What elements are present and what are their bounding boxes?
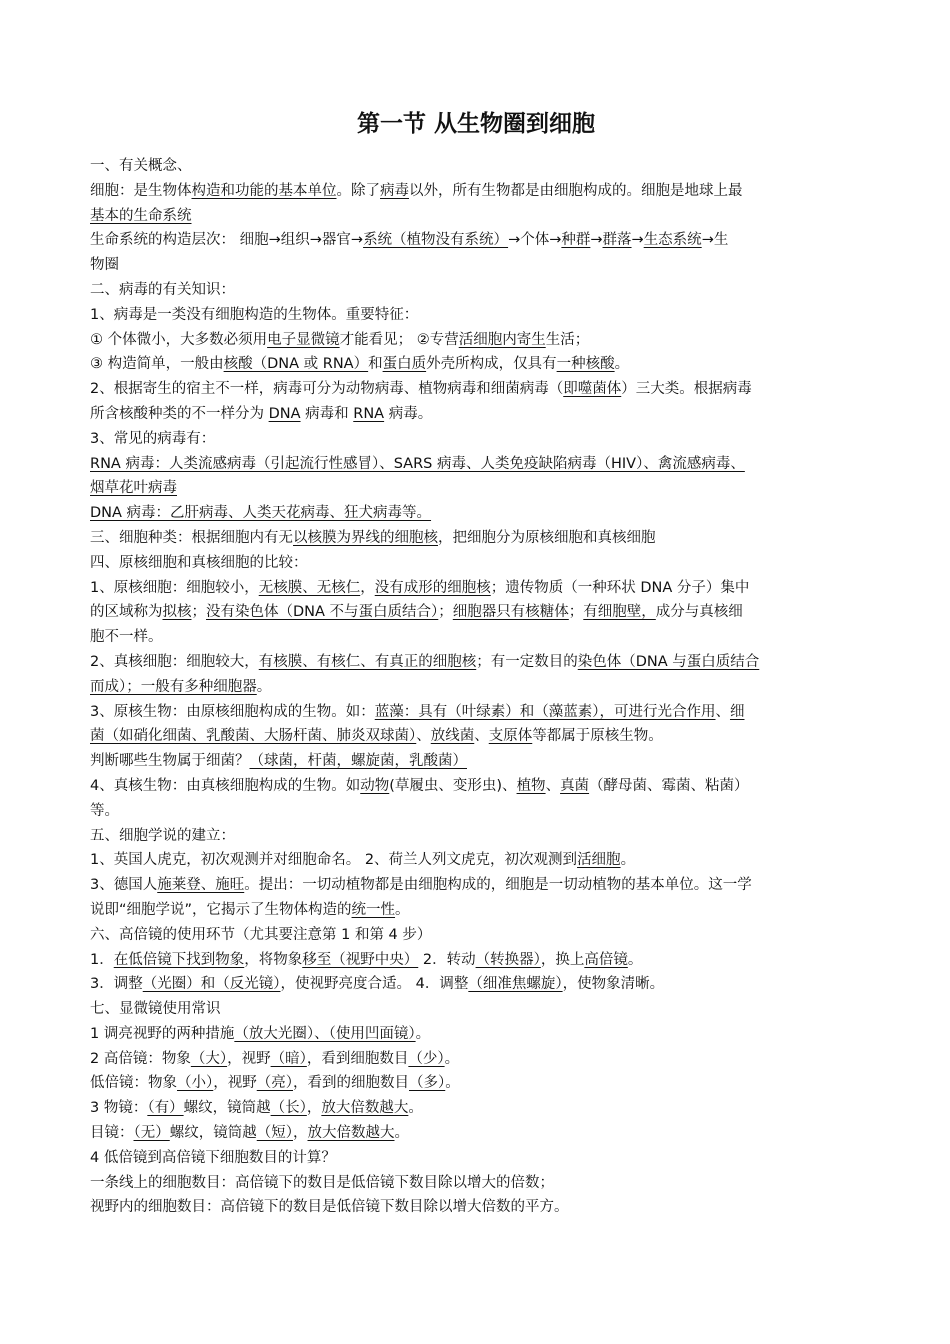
underlined-text: 烟草花叶病毒 bbox=[90, 480, 177, 497]
underlined-text: （亮） bbox=[256, 1075, 293, 1092]
text-run: 六、高倍镜的使用环节（尤其要注意第 1 和第 4 步） bbox=[90, 926, 432, 943]
text-run: 3、常见的病毒有： bbox=[90, 430, 216, 447]
text-run: 、 bbox=[715, 703, 730, 720]
text-run: ，看到细胞数目 bbox=[306, 1050, 409, 1067]
text-run: ，使视野亮度合适。 4．调整 bbox=[280, 976, 469, 993]
text-run: 1、原核细胞：细胞较小， bbox=[90, 579, 259, 596]
underlined-text: 放线菌 bbox=[430, 728, 475, 745]
text-run: 胞不一样。 bbox=[90, 629, 163, 646]
text-line bbox=[90, 749, 862, 774]
text-run: 外壳所构成，仅具有 bbox=[426, 356, 557, 373]
text-run: 。 bbox=[395, 901, 410, 918]
underlined-text: （球菌，杆菌，螺旋菌，乳酸菌） bbox=[249, 753, 467, 770]
text-run: 、 bbox=[545, 777, 561, 794]
text-run: ； bbox=[568, 604, 584, 621]
underlined-text: 没有成形的细胞核 bbox=[374, 579, 491, 596]
underlined-text: 构造和功能的基本单位 bbox=[191, 182, 337, 199]
text-run: 3、原核生物：由原核细胞构成的生物。如： bbox=[90, 703, 375, 720]
underlined-text: 施莱登、施旺 bbox=[157, 877, 245, 894]
underlined-text: 病毒 bbox=[380, 182, 409, 199]
text-run: 螺纹，镜筒越 bbox=[183, 1100, 271, 1117]
text-line bbox=[90, 278, 862, 303]
underlined-text: （短） bbox=[256, 1125, 293, 1142]
text-line bbox=[90, 898, 862, 923]
text-line bbox=[90, 551, 862, 576]
underlined-text: DNA 病毒：乙肝病毒、人类天花病毒、狂犬病毒等。 bbox=[90, 505, 432, 522]
text-line bbox=[90, 526, 862, 551]
underlined-text: 而成）；一般有多种细胞器 bbox=[90, 678, 257, 695]
underlined-text: （无） bbox=[133, 1125, 170, 1142]
text-run: 。提出：一切动植物都是由细胞构成的，细胞是一切动植物的基本单位。这一学 bbox=[244, 877, 752, 894]
text-run: →生 bbox=[701, 232, 729, 249]
text-line bbox=[90, 848, 862, 873]
text-line bbox=[90, 1071, 862, 1096]
text-run: 。 bbox=[408, 1100, 423, 1117]
text-run: 。 bbox=[627, 951, 643, 968]
text-line bbox=[90, 948, 862, 973]
text-line bbox=[90, 824, 862, 849]
text-line bbox=[90, 1022, 862, 1047]
text-run: ；有一定数目的 bbox=[476, 653, 578, 670]
underlined-text: RNA bbox=[353, 405, 385, 422]
text-run: → bbox=[631, 232, 644, 249]
underlined-text: 活细胞 bbox=[577, 852, 621, 869]
underlined-text: （细准焦螺旋） bbox=[468, 976, 563, 993]
text-run: ，视野 bbox=[213, 1075, 257, 1092]
underlined-text: 高倍镜 bbox=[584, 951, 628, 968]
underlined-text: 生态系统 bbox=[643, 232, 702, 249]
page-title: 第一节 从生物圈到细胞 bbox=[356, 111, 595, 137]
underlined-text: （长） bbox=[270, 1100, 307, 1117]
text-run: 细胞：是生物体 bbox=[90, 182, 192, 199]
text-run: ）三大类。根据病毒 bbox=[621, 381, 752, 398]
text-line bbox=[90, 923, 862, 948]
text-run: (草履虫、变形虫)、 bbox=[389, 777, 517, 794]
underlined-text: （多） bbox=[409, 1075, 446, 1092]
underlined-text: （转换器） bbox=[475, 951, 541, 968]
text-line bbox=[90, 650, 862, 675]
underlined-text: 蛋白质 bbox=[382, 356, 427, 373]
underlined-text: 统一性 bbox=[351, 901, 396, 918]
text-run: ，将物象 bbox=[244, 951, 303, 968]
text-run: ， bbox=[293, 1125, 308, 1142]
text-line bbox=[90, 774, 862, 799]
text-run: 一、有关概念、 bbox=[90, 158, 192, 174]
underlined-text: 活细胞内寄生 bbox=[458, 331, 546, 348]
text-line bbox=[90, 402, 862, 427]
text-line bbox=[90, 352, 862, 377]
underlined-text: 在低倍镜下找到物象 bbox=[113, 951, 245, 968]
text-run: 2 高倍镜：物象 bbox=[90, 1050, 191, 1067]
underlined-text: 菌（如硝化细菌、乳酸菌、大肠杆菌、肺炎双球菌） bbox=[90, 728, 417, 745]
text-run: 三、细胞种类：根据细胞内有无 bbox=[90, 529, 293, 546]
text-run: 。 bbox=[620, 852, 636, 869]
text-run: 、 bbox=[474, 728, 489, 745]
text-run: ， bbox=[306, 1100, 322, 1117]
text-run: 4 低倍镜到高倍镜下细胞数目的计算？ bbox=[90, 1149, 336, 1166]
underlined-text: 动物 bbox=[360, 777, 390, 794]
text-run: 物圈 bbox=[90, 257, 119, 274]
text-line bbox=[90, 154, 862, 179]
underlined-text: 核酸（DNA 或 RNA） bbox=[223, 356, 369, 373]
text-run: 1 调亮视野的两种措施 bbox=[90, 1025, 235, 1042]
underlined-text: 没有染色体（DNA 不与蛋白质结合） bbox=[206, 604, 439, 621]
text-run: 3、德国人 bbox=[90, 877, 158, 894]
text-run: 生命系统的构造层次： 细胞→组织→器官→ bbox=[90, 232, 364, 249]
underlined-text: （暗） bbox=[270, 1050, 307, 1067]
text-line bbox=[90, 179, 862, 204]
text-line bbox=[90, 1146, 862, 1171]
underlined-text: （少） bbox=[408, 1050, 445, 1067]
text-run: 说即“细胞学说”，它揭示了生物体构造的 bbox=[90, 901, 352, 918]
underlined-text: 无核膜、无核仁 bbox=[258, 579, 361, 596]
text-run: ；遗传物质（一种环状 DNA 分子）集中 bbox=[490, 579, 750, 596]
underlined-text: （有） bbox=[147, 1100, 184, 1117]
text-line bbox=[90, 625, 862, 650]
text-run: ； bbox=[438, 604, 453, 621]
text-run: 五、细胞学说的建立： bbox=[90, 827, 235, 844]
text-run: 目镜： bbox=[90, 1125, 134, 1142]
text-run: 。 bbox=[394, 1125, 409, 1142]
underlined-text: 细胞器只有核糖体 bbox=[452, 604, 569, 621]
underlined-text: 系统（植物没有系统） bbox=[363, 232, 509, 249]
text-run: 1、英国人虎克，初次观测并对细胞命名。 2、荷兰人列文虎克，初次观测到 bbox=[90, 852, 578, 869]
underlined-text: 染色体（DNA 与蛋白质结合 bbox=[577, 653, 760, 670]
text-run: 2、真核细胞：细胞较大， bbox=[90, 653, 259, 670]
text-run: 、 bbox=[416, 728, 431, 745]
text-run: 生活； bbox=[545, 331, 590, 348]
text-run: 视野内的细胞数目：高倍镜下的数目是低倍镜下数目除以增大倍数的平方。 bbox=[90, 1199, 569, 1216]
underlined-text: 即噬菌体 bbox=[563, 381, 622, 398]
text-run: 以外，所有生物都是由细胞构成的。细胞是地球上最 bbox=[409, 182, 743, 199]
text-line bbox=[90, 1121, 862, 1146]
text-run: 4、真核生物：由真核细胞构成的生物。如 bbox=[90, 777, 361, 794]
text-run: 才能看见； ②专营 bbox=[339, 331, 459, 348]
underlined-text: 放大倍数越大 bbox=[307, 1125, 395, 1142]
text-line bbox=[90, 427, 862, 452]
underlined-text: 放大倍数越大 bbox=[321, 1100, 409, 1117]
underlined-text: DNA bbox=[268, 405, 301, 422]
underlined-text: 细 bbox=[729, 703, 745, 720]
text-run: ③ 构造简单，一般由 bbox=[90, 356, 224, 373]
underlined-text: 群落 bbox=[602, 232, 632, 249]
text-run: 病毒。 bbox=[384, 405, 433, 422]
underlined-text: （小） bbox=[177, 1075, 214, 1092]
text-run: 3．调整 bbox=[90, 976, 143, 993]
underlined-text: （光圈）和（反光镜） bbox=[142, 976, 281, 993]
text-line bbox=[90, 1171, 862, 1196]
text-run: → bbox=[590, 232, 603, 249]
underlined-text: 支原体 bbox=[488, 728, 533, 745]
underlined-text: 有核膜、有核仁、有真正的细胞核 bbox=[258, 653, 477, 670]
underlined-text: 电子显微镜 bbox=[267, 331, 340, 348]
text-line bbox=[90, 799, 862, 824]
text-run: 螺纹，镜筒越 bbox=[169, 1125, 257, 1142]
text-run: 成分与真核细 bbox=[655, 604, 743, 621]
text-line bbox=[90, 700, 862, 725]
text-run: 。 bbox=[415, 1025, 431, 1042]
text-run: 。 bbox=[614, 356, 630, 373]
text-line bbox=[90, 997, 862, 1022]
text-run: 二、病毒的有关知识： bbox=[90, 281, 235, 298]
text-line bbox=[90, 253, 862, 278]
text-line bbox=[90, 452, 862, 477]
text-run: （酵母菌、霉菌、粘菌） bbox=[589, 777, 749, 794]
text-line bbox=[90, 501, 862, 526]
text-run: 一条线上的细胞数目：高倍镜下的数目是低倍镜下数目除以增大的倍数； bbox=[90, 1174, 554, 1191]
text-run: 和 bbox=[368, 356, 383, 373]
underlined-text: RNA 病毒：人类流感病毒（引起流行性感冒）、SARS 病毒、人类免疫缺陷病毒（HIV）、禽流感病毒、 bbox=[90, 455, 745, 472]
underlined-text: 拟核 bbox=[162, 604, 192, 621]
text-line bbox=[90, 576, 862, 601]
text-run: 等。 bbox=[90, 802, 119, 819]
text-run: →个体→ bbox=[508, 232, 562, 249]
text-line bbox=[90, 1047, 862, 1072]
text-run: 3 物镜： bbox=[90, 1100, 148, 1117]
text-run: 。 bbox=[444, 1050, 460, 1067]
text-run: 四、原核细胞和真核细胞的比较： bbox=[90, 554, 308, 571]
text-run: 所含核酸种类的不一样分为 bbox=[90, 405, 269, 422]
text-run: 低倍镜：物象 bbox=[90, 1075, 177, 1092]
text-line bbox=[90, 228, 862, 253]
text-run: 判断哪些生物属于细菌？ bbox=[90, 753, 250, 770]
text-run: 2．转动 bbox=[418, 951, 476, 968]
underlined-text: 植物 bbox=[516, 777, 546, 794]
text-run: ，视野 bbox=[227, 1050, 271, 1067]
text-line bbox=[90, 724, 862, 749]
underlined-text: 蓝藻：具有（叶绿素）和（藻蓝素），可进行光合作用 bbox=[374, 703, 716, 720]
text-line bbox=[90, 1096, 862, 1121]
text-run: 1． bbox=[90, 951, 114, 968]
underlined-text: 真菌 bbox=[560, 777, 590, 794]
document-body bbox=[90, 154, 862, 1220]
text-run: 。 bbox=[256, 678, 272, 695]
text-line bbox=[90, 476, 862, 501]
text-run: 2、根据寄生的宿主不一样，病毒可分为动物病毒、植物病毒和细菌病毒（ bbox=[90, 381, 564, 398]
text-run: ， bbox=[360, 579, 375, 596]
text-line bbox=[90, 328, 862, 353]
text-run: ，看到的细胞数目 bbox=[293, 1075, 409, 1092]
text-run: ，使物象清晰。 bbox=[562, 976, 665, 993]
text-line bbox=[90, 600, 862, 625]
text-run: 1、病毒是一类没有细胞构造的生物体。重要特征： bbox=[90, 306, 419, 323]
underlined-text: 有细胞壁， bbox=[583, 604, 656, 621]
text-run: 。 bbox=[445, 1075, 460, 1092]
text-line bbox=[90, 873, 862, 898]
text-run: ，把细胞分为原核细胞和真核细胞 bbox=[438, 529, 656, 546]
underlined-text: 基本的生命系统 bbox=[90, 207, 192, 224]
text-run: 七、显微镜使用常识 bbox=[90, 1001, 221, 1018]
text-line bbox=[90, 204, 862, 229]
text-run: 。除了 bbox=[336, 182, 380, 199]
underlined-text: 以核膜为界线的细胞核 bbox=[293, 529, 438, 546]
text-run: ① 个体微小，大多数必须用 bbox=[90, 331, 268, 348]
text-run: 等都属于原核生物。 bbox=[532, 728, 663, 745]
underlined-text: （放大光圈）、（使用凹面镜） bbox=[234, 1025, 416, 1042]
underlined-text: 一种核酸 bbox=[556, 356, 615, 373]
text-line bbox=[90, 675, 862, 700]
text-run: ； bbox=[191, 604, 206, 621]
underlined-text: 种群 bbox=[561, 232, 591, 249]
text-line bbox=[90, 1195, 862, 1220]
text-line bbox=[90, 972, 862, 997]
text-line bbox=[90, 377, 862, 402]
text-run: ，换上 bbox=[540, 951, 585, 968]
document-page bbox=[90, 108, 862, 1220]
underlined-text: （大） bbox=[190, 1050, 228, 1067]
text-line bbox=[90, 303, 862, 328]
text-run: 病毒和 bbox=[300, 405, 354, 422]
underlined-text: 移至（视野中央） bbox=[302, 951, 419, 968]
text-run: 的区域称为 bbox=[90, 604, 163, 621]
